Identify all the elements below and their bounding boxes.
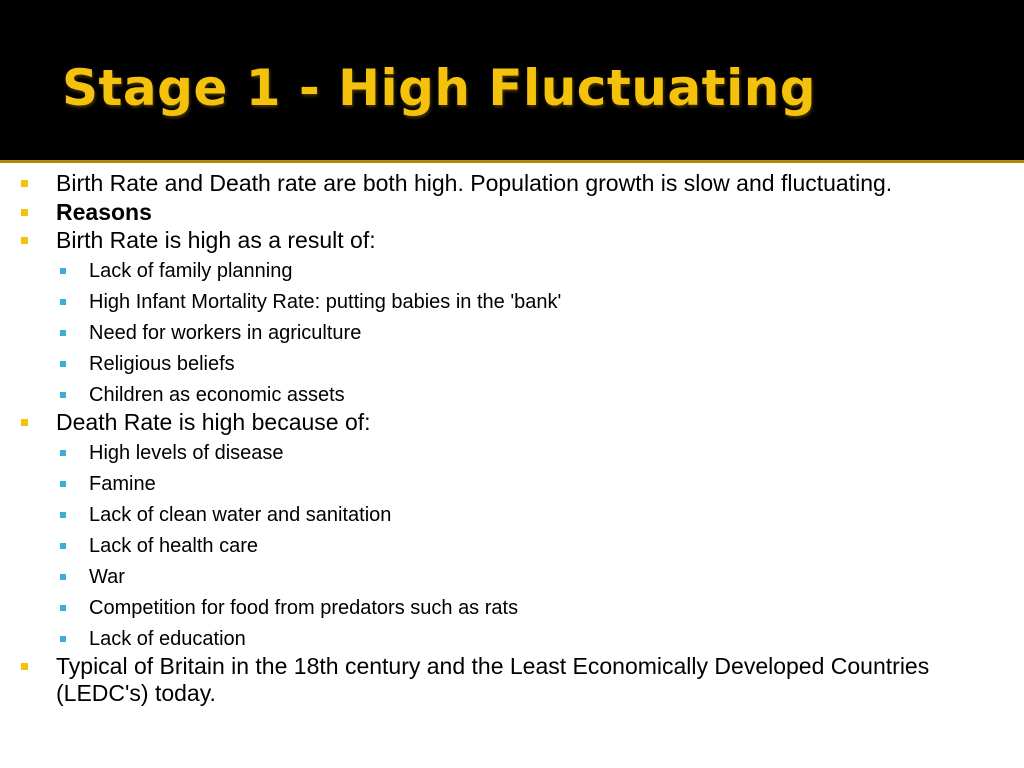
sub-bullet: Lack of family planning xyxy=(0,259,1024,283)
sub-bullet: High levels of disease xyxy=(0,441,1024,465)
bullet-death-rate: Death Rate is high because of: xyxy=(0,409,1024,436)
sub-bullet: Lack of clean water and sanitation xyxy=(0,503,1024,527)
bullet-typical: Typical of Britain in the 18th century and the Least Economically Developed Countries (LEDC's) today. xyxy=(0,653,1024,707)
bullet-birth-rate: Birth Rate is high as a result of: xyxy=(0,227,1024,254)
slide-content xyxy=(0,170,1024,708)
sub-bullet: Lack of health care xyxy=(0,534,1024,558)
sub-bullet: Religious beliefs xyxy=(0,352,1024,376)
sub-bullet: High Infant Mortality Rate: putting babies in the 'bank' xyxy=(0,290,1024,314)
bullet-reasons: Reasons xyxy=(0,199,1024,226)
title-divider xyxy=(0,160,1024,163)
slide-title: Stage 1 - High Fluctuating xyxy=(62,59,817,117)
sub-bullet: Need for workers in agriculture xyxy=(0,321,1024,345)
bullet-overview: Birth Rate and Death rate are both high. Population growth is slow and fluctuating. xyxy=(0,170,1024,197)
sub-bullet: Competition for food from predators such as rats xyxy=(0,596,1024,620)
sub-bullet: War xyxy=(0,565,1024,589)
title-bar xyxy=(0,0,1024,160)
sub-bullet: Children as economic assets xyxy=(0,383,1024,407)
sub-bullet: Lack of education xyxy=(0,627,1024,651)
sub-bullet: Famine xyxy=(0,472,1024,496)
